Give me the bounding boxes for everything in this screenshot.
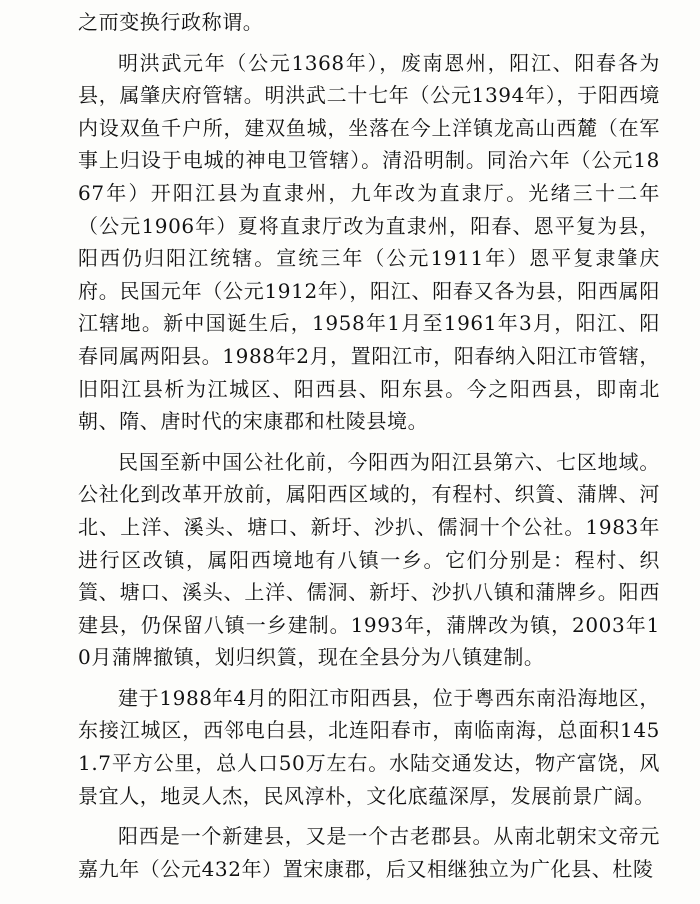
paragraph-ming-qing-history: 明洪武元年（公元1368年），废南恩州，阳江、阳春各为县，属肇庆府管辖。明洪武二十七年（公元1394年），于阳西境内设双鱼千户所，建双鱼城，坐落在今上洋镇龙高山西麓（在军事上归设于电城的神电卫管辖）。清沿明制。同治六年（公元1867年）开阳江县为直隶州，九年改为直隶厅。光绪三十二年（公元1906年）夏将直隶厅改为直隶州，阳春、恩平复为县，阳西仍归阳江统辖。宣统三年（公元1911年）恩平复隶肇庆府。民国元年（公元1912年），阳江、阳春又各为县，阳西属阳江辖地。新中国诞生后，1958年1月至1961年3月，阳江、阳春同属两阳县。1988年2月，置阳江市，阳春纳入阳江市管辖，旧阳江县析为江城区、阳西县、阳东县。今之阳西县，即南北朝、隋、唐时代的宋康郡和杜陵县境。 (78, 50, 660, 434)
paragraph-county-overview: 建于1988年4月的阳江市阳西县，位于粤西东南沿海地区，东接江城区，西邻电白县，北连阳春市，南临南海，总面积1451.7平方公里，总人口50万左右。水陆交通发达，物产富饶，风景宜人，地灵人杰，民风淳朴，文化底蕴深厚，发展前景广阔。 (78, 685, 660, 808)
paragraph-continuation: 之而变换行政称谓。 (78, 10, 264, 34)
paragraph-commune-history: 民国至新中国公社化前，今阳西为阳江县第六、七区地域。公社化到改革开放前，属阳西区域的，有程村、织篢、蒲牌、河北、上洋、溪头、塘口、新圩、沙扒、儒洞十个公社。1983年进行区改镇，属阳西境地有八镇一乡。它们分别是：程村、织篢、塘口、溪头、上洋、儒洞、新圩、沙扒八镇和蒲牌乡。阳西建县，仍保留八镇一乡建制。1993年，蒲牌改为镇，2003年10月蒲牌撤镇，划归织篢，现在全县分为八镇建制。 (78, 449, 660, 670)
paragraph-ancient-county: 阳西是一个新建县，又是一个古老郡县。从南北朝宋文帝元嘉九年（公元432年）置宋康郡，后又相继独立为广化县、杜陵 (78, 824, 660, 881)
